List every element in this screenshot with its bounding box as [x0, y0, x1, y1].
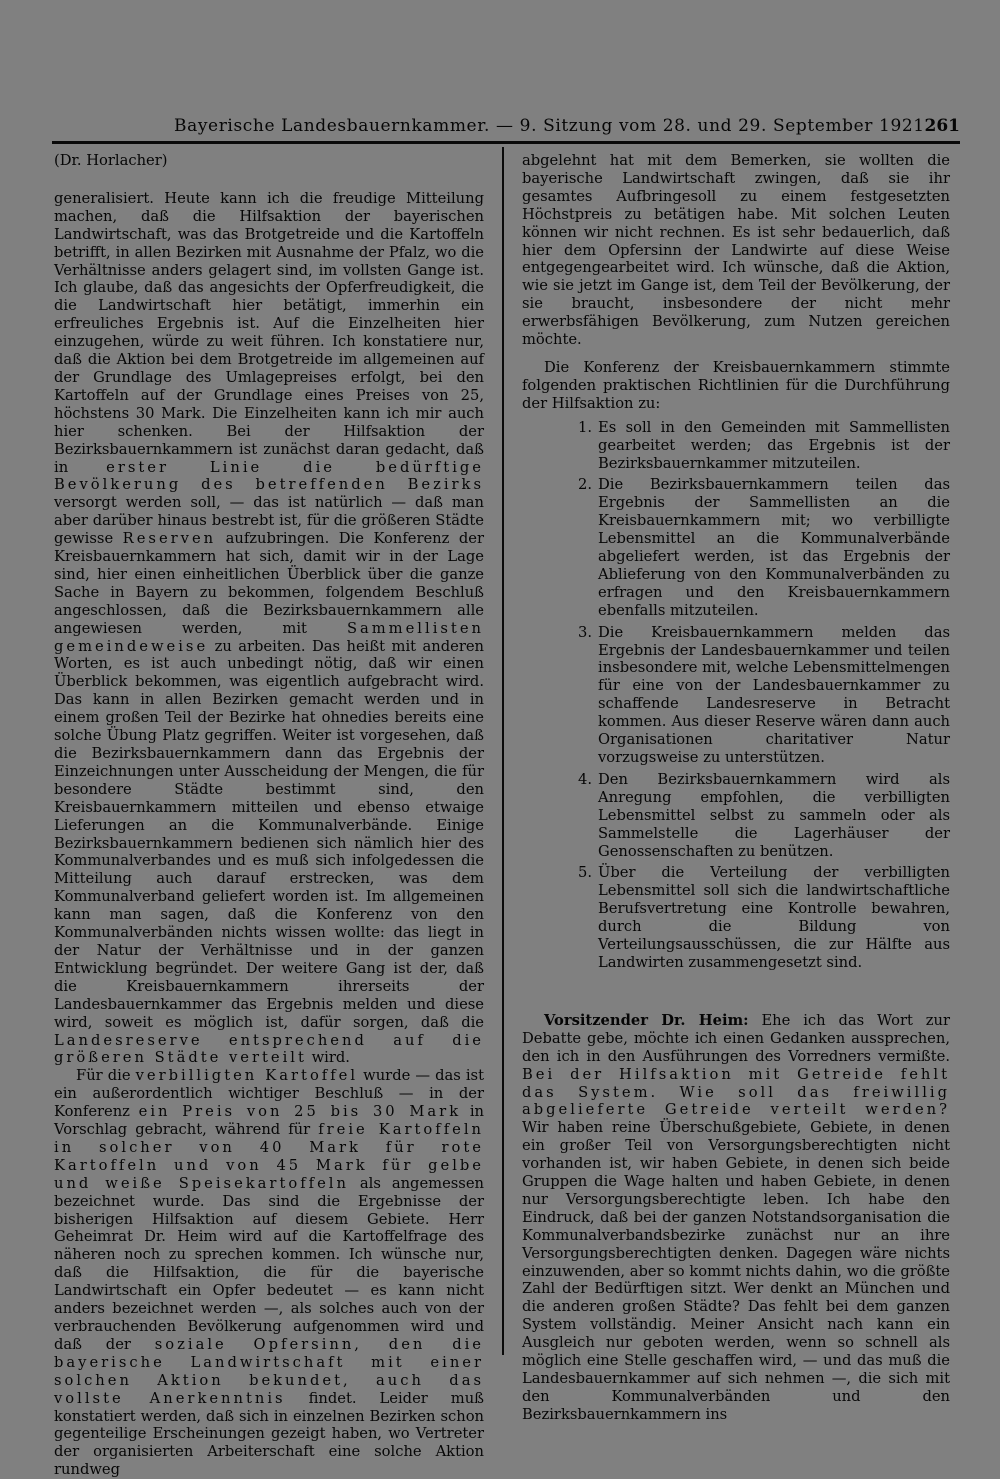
running-head: Bayerische Landesbauernkammer. — 9. Sitzung vom 28. und 29. September 1921.: [174, 116, 931, 136]
guidelines-list: [522, 419, 950, 972]
page-number: 261: [924, 116, 960, 136]
right-paragraph-3: [522, 1012, 950, 1424]
right-column: [522, 152, 950, 1424]
text-run: findet. Leider muß konstatiert werden, daß sich in einzelnen Bezirken schon gegenteilige Erscheinungen gezeigt haben, wo Vertreter der organisierten Arbeiterschaft eine solche Aktion rundweg: [54, 1389, 484, 1479]
list-item-text: Es soll in den Gemeinden mit Sammellisten gearbeitet werden; das Ergebnis ist der Bezirksbauernkammer mitzuteilen.: [598, 418, 950, 472]
text-run: generalisiert. Heute kann ich die freudige Mitteilung machen, daß die Hilfsaktion der bayerischen Landwirtschaft, was das Brotgetreide und die Kartoffeln betrifft, in allen Bezirken mit Ausnahme der Pfalz, wo die Verhältnisse anders gelagert sind, im vollsten Gange ist. Ich glaube, daß das angesichts der Opferfreudigkeit, die die Landwirtschaft hier betätigt, immerhin ein erfreuliches Ergebnis ist. Auf die Einzelheiten hier einzugehen, würde zu weit führen. Ich konstatiere nur, daß die Aktion bei dem Brotgetreide im allgemeinen auf der Grundlage des Umlagepreises erfolgt, bei den Kartoffeln auf der Grundlage eines Preises von 25, höchstens 30 Mark. Die Einzelheiten kann ich mir auch hier schenken. Bei der Hilfsaktion der Bezirksbauernkammern ist zunächst daran gedacht, daß in: [54, 189, 484, 476]
text-run: aufzubringen. Die Konferenz der Kreisbauernkammern hat sich, damit wir in der Lage sind, hier einen einheitlichen Überblick über die ganze Sache in Bayern zu bekommen, folgendem Beschluß angeschlossen, daß die Bezirksbauernkammern alle angewiesen werden, mit: [54, 530, 485, 637]
spaced-emphasis: Bei der Hilfsaktion mit Getreide fehlt das System. Wie soll das freiwillig abgelieferte Getreide verteilt werden?: [522, 1065, 950, 1119]
list-item: [522, 624, 950, 767]
text-run: versorgt werden soll, — das ist natürlich — daß man aber darüber hinaus bestrebt ist, für die größeren Städte gewisse: [54, 494, 484, 548]
text-run: Für die: [76, 1067, 131, 1085]
list-item-text: Die Bezirksbauernkammern teilen das Ergebnis der Sammellisten an die Kreisbauernkammern mit; wo verbilligte Lebensmittel an die Kommunalverbände abgeliefert werden, ist das Ergebnis der Ablieferung von den Kommunalverbänden zu erfragen und den Kreisbauernkammern ebenfalls mitzuteilen.: [598, 476, 950, 619]
list-item: [522, 771, 950, 861]
header-rule: [52, 141, 960, 144]
running-header: [52, 114, 960, 140]
spaced-emphasis: Reserven: [122, 530, 217, 548]
spaced-emphasis: soziale Opfersinn, den die bayerische Landwirtschaft mit einer solchen Aktion bekundet, auch das vollste Anerkenntnis: [54, 1335, 484, 1407]
list-item-text: Über die Verteilung der verbilligten Lebensmittel soll sich die landwirtschaftliche Berufsvertretung eine Kontrolle bewahren, durch die Bildung von Verteilungsausschüssen, die zur Hälfte aus Landwirten zusammengesetzt sind.: [598, 864, 950, 971]
right-paragraph-1: abgelehnt hat mit dem Bemerken, sie wollten die bayerische Landwirtschaft zwingen, daß sie ihr gesamtes Aufbringesoll zu einem festgesetzten Höchstpreis zu betätigen habe. Mit solchen Leuten können wir nicht rechnen. Es ist sehr bedauerlich, daß hier dem Opfersinn der Landwirte auf diese Weise entgegengearbeitet wird. Ich wünsche, daß die Aktion, wie sie jetzt im Gange ist, dem Teil der Bevölkerung, der sie braucht, insbesondere der nicht mehr erwerbsfähigen Bevölkerung, zum Nutzen gereichen möchte.: [522, 152, 950, 349]
spaced-emphasis: verbilligten Kartoffel: [135, 1067, 359, 1085]
spaced-emphasis: freie Kartoffeln in solcher von 40 Mark für rote Kartoffeln und von 45 Mark für gelbe und weiße Speisekartoffeln: [54, 1121, 484, 1192]
speaker-name: Vorsitzender Dr. Heim:: [544, 1011, 749, 1029]
list-item-text: Den Bezirksbauernkammern wird als Anregung empfohlen, die verbilligten Lebensmittel selbst zu sammeln oder als Sammelstelle die Lagerhäuser der Genossenschaften zu benützen.: [598, 770, 950, 860]
text-run: als angemessen bezeichnet wurde. Das sind die Ergebnisse der bisherigen Hilfsaktion auf diesem Gebiete. Herr Geheimrat Dr. Heim wird auf die Kartoffelfrage des näheren noch zu sprechen kommen. Ich wünsche nur, daß die Hilfsaktion, die für die bayerische Landwirtschaft ein Opfer bedeutet — es kann nicht anders bezeichnet werden —, als solches auch von der verbrauchenden Bevölkerung aufgenommen wird und daß der: [54, 1174, 484, 1353]
list-item: [522, 419, 950, 473]
text-run: wird.: [311, 1049, 350, 1067]
list-number: 1.: [578, 418, 593, 436]
list-item: [522, 864, 950, 971]
text-run: Wir haben reine Überschußgebiete, Gebiete, in denen ein großer Teil von Versorgungsberechtigten nicht vorhanden ist, wir haben Gebiete, in denen sich beide Gruppen die Wage halten und haben Gebiete, in denen nur Versorgungsberechtigte leben. Ich habe den Eindruck, daß bei der ganzen Notstandsorganisation die Kommunalverbandsbezirke zunächst nur an ihre Versorgungsberechtigten denken. Dagegen wäre nichts einzuwenden, aber so kommt nichts dahin, wo die größte Zahl der Bedürftigen sitzt. Wer denkt an München und die anderen großen Städte? Das fehlt bei dem ganzen System vollständig. Meiner Ansicht nach kann ein Ausgleich nur geboten werden, wenn so schnell als möglich eine Stelle geschaffen wird, — und das muß die Landesbauernkammer auf sich nehmen —, die sich mit den Kommunalverbänden und den Bezirksbauernkammern ins: [522, 1119, 950, 1423]
list-number: 5.: [578, 864, 593, 882]
right-paragraph-2: Die Konferenz der Kreisbauernkammern stimmte folgenden praktischen Richtlinien für die Durchführung der Hilfsaktion zu:: [522, 358, 950, 412]
text-run: in Vorschlag gebracht, während für: [54, 1103, 485, 1139]
left-column: [54, 152, 484, 1479]
spaced-emphasis: erster Linie die bedürftige Bevölkerung des betreffenden Bezirks: [54, 458, 485, 494]
text-run: zu arbeiten. Das heißt mit anderen Worten, es ist auch unbedingt nötig, daß wir einen Überblick bekommen, was eigentlich aufgebracht wird. Das kann in allen Bezirken gemacht werden und in einem großen Teil der Bezirke hat ohnedies bereits eine solche Übung Platz gegriffen. Weiter ist vorgesehen, daß die Bezirksbauernkammern dann das Ergebnis der Einzeichnungen unter Ausscheidung der Mengen, die für besondere Städte bestimmt sind, den Kreisbauernkammern mitteilen und ebenso etwaige Lieferungen an die Kommunalverbände. Einige Bezirksbauernkammern bedienen sich nämlich hier des Kommunalverbandes und es muß sich infolgedessen die Mitteilung auch darauf erstrecken, was dem Kommunalverband geliefert worden ist. Im allgemeinen kann man sagen, daß die Konferenz von den Kommunalverbänden nichts wissen wollte: das liegt in der Natur der Verhältnisse und in der ganzen Entwicklung begründet. Der weitere Gang ist der, daß die Kreisbauernkammern ihrerseits der Landesbauernkammer das Ergebnis melden und diese wird, soweit es möglich ist, dafür sorgen, daß die: [54, 637, 484, 1031]
spaced-emphasis: Sammellisten gemeindeweise: [54, 619, 484, 655]
list-item-text: Die Kreisbauernkammern melden das Ergebnis der Landesbauernkammer und teilen insbesondere mit, welche Lebensmittelmengen für eine von der Landesbauernkammer zu schaffende Landesreserve in Betracht kommen. Aus dieser Reserve wären dann auch Organisationen charitativer Natur vorzugsweise zu unterstützen.: [598, 623, 950, 766]
text-run: Ehe ich das Wort zur Debatte gebe, möchte ich einen Gedanken aussprechen, den ich in den Ausführungen des Vorredners vermißte.: [522, 1011, 950, 1065]
speaker-tag: (Dr. Horlacher): [54, 152, 168, 169]
column-divider: [502, 147, 504, 1355]
left-paragraph-1: [54, 190, 484, 1067]
list-number: 3.: [578, 623, 593, 641]
text-run: wurde — das ist ein außerordentlich wichtiger Beschluß — in der Konferenz: [54, 1067, 484, 1121]
spaced-emphasis: ein Preis von 25 bis 30 Mark: [138, 1103, 462, 1121]
spaced-emphasis: Landesreserve entsprechend auf die größeren Städte verteilt: [54, 1031, 484, 1067]
list-number: 2.: [578, 476, 593, 494]
left-paragraph-2: [54, 1067, 484, 1479]
section-gap: [522, 976, 950, 1012]
list-number: 4.: [578, 770, 593, 788]
list-item: [522, 476, 950, 619]
